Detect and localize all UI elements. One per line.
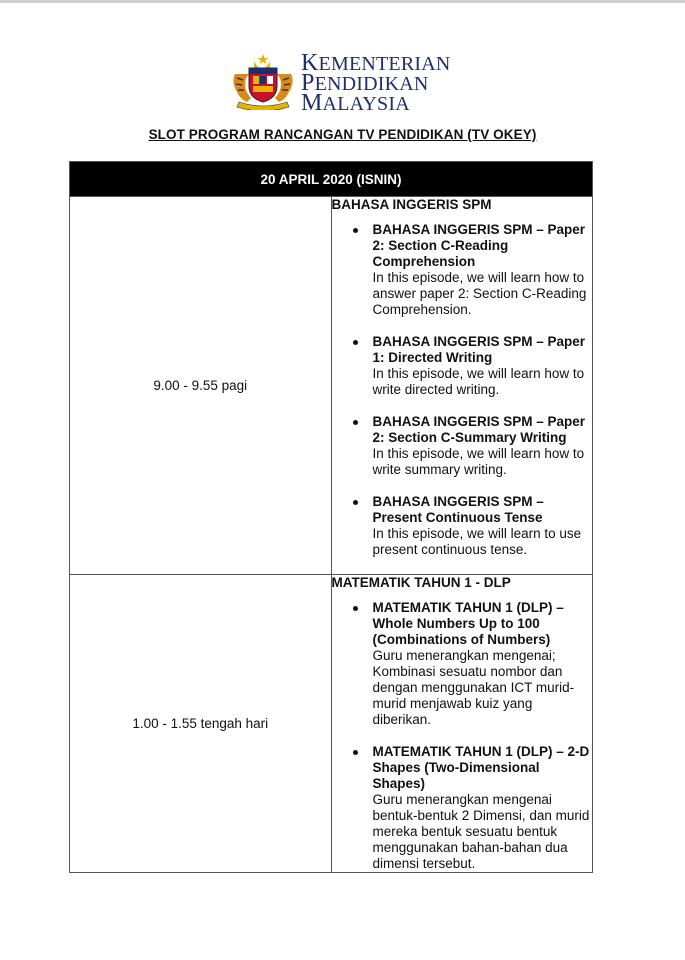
episode-title: BAHASA INGGERIS SPM – Paper 2: Section C-Summary Writing: [372, 414, 586, 445]
list-item: [373, 744, 593, 872]
schedule-table: [69, 161, 593, 873]
episode-description: Guru menerangkan mengenai bentuk-bentuk 2 Dimensi, dan murid mereka bentuk sesuatu bentuk menggunakan bahan-bahan dua dimensi tersebut.: [372, 792, 590, 871]
subject-heading: BAHASA INGGERIS SPM: [331, 197, 492, 212]
subject-heading: MATEMATIK TAHUN 1 - DLP: [331, 575, 511, 590]
coat-of-arms-icon: [229, 52, 297, 110]
episode-title: BAHASA INGGERIS SPM – Paper 1: Directed Writing: [372, 334, 586, 365]
ministry-line-1: KEMENTERIAN: [301, 50, 451, 76]
episode-description: In this episode, we will learn how to answer paper 2: Section C-Reading Comprehension.: [372, 270, 587, 317]
document-title: SLOT PROGRAM RANCANGAN TV PENDIDIKAN (TV OKEY): [148, 127, 537, 142]
list-item: [373, 222, 593, 318]
ministry-logo: [229, 50, 459, 116]
slot-content: [331, 197, 593, 575]
list-item: [373, 494, 593, 558]
table-row: [70, 197, 593, 575]
slot-time: 9.00 - 9.55 pagi: [70, 197, 332, 575]
episode-list: [332, 222, 593, 558]
episode-description: In this episode, we will learn how to write summary writing.: [372, 446, 585, 477]
slot-content: [331, 575, 593, 873]
episode-title: BAHASA INGGERIS SPM – Present Continuous Tense: [372, 494, 544, 525]
list-item: [373, 334, 593, 398]
date-header: 20 APRIL 2020 (ISNIN): [70, 162, 593, 197]
episode-title: BAHASA INGGERIS SPM – Paper 2: Section C-Reading Comprehension: [372, 222, 586, 269]
slot-time: 1.00 - 1.55 tengah hari: [70, 575, 332, 873]
table-row: [70, 575, 593, 873]
episode-description: Guru menerangkan mengenai; Kombinasi sesuatu nombor dan dengan menggunakan ICT murid-murid menjawab kuiz yang diberikan.: [372, 648, 575, 727]
list-item: [373, 414, 593, 478]
ministry-line-2: PENDIDIKAN: [301, 70, 429, 96]
episode-title: MATEMATIK TAHUN 1 (DLP) – 2-D Shapes (Two-Dimensional Shapes): [372, 744, 590, 791]
ministry-name: [301, 50, 451, 116]
ministry-line-3: MALAYSIA: [301, 90, 410, 116]
episode-description: In this episode, we will learn to use present continuous tense.: [372, 526, 582, 557]
episode-title: MATEMATIK TAHUN 1 (DLP) – Whole Numbers Up to 100 (Combinations of Numbers): [372, 600, 564, 647]
episode-list: [332, 600, 593, 872]
episode-description: In this episode, we will learn how to write directed writing.: [372, 366, 585, 397]
list-item: [373, 600, 593, 728]
top-border: [0, 0, 685, 3]
